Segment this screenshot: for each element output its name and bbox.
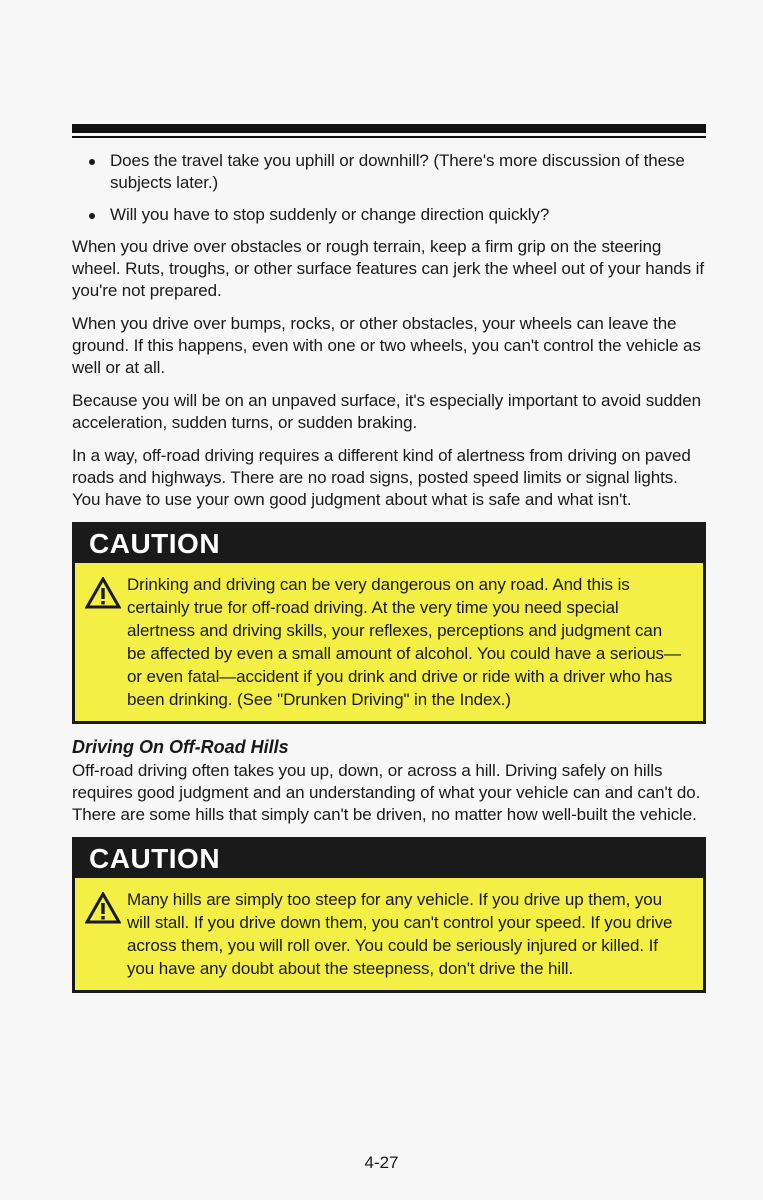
- caution-body: [75, 563, 703, 721]
- caution-text: Drinking and driving can be very dangerous on any road. And this is certainly true for off-road driving. At the very time you need special alertness and driving skills, your reflexes, perceptions and judgment can be affected by even a small amount of alcohol. You could have a serious—or even fatal—accident if you drink and drive or ride with a driver who has been drinking. (See "Drunken Driving" in the Index.): [127, 575, 681, 709]
- paragraph-firm-grip: When you drive over obstacles or rough terrain, keep a firm grip on the steering wheel. Ruts, troughs, or other surface features can jerk the wheel out of your hands if you're not prepared.: [72, 237, 704, 300]
- caution-header: [75, 525, 703, 563]
- top-rule-thin: [72, 136, 706, 138]
- bullet-icon: [89, 159, 95, 165]
- paragraph-off-road-hills: Off-road driving often takes you up, down, or across a hill. Driving safely on hills requires good judgment and an understanding of what your vehicle can and can't do. There are some hills that simply can't be driven, no matter how well-built the vehicle.: [72, 761, 701, 824]
- bullet-text: Does the travel take you uphill or downhill? (There's more discussion of these subjects later.): [110, 151, 685, 192]
- paragraph-unpaved-surface: Because you will be on an unpaved surface, it's especially important to avoid sudden acceleration, sudden turns, or sudden braking.: [72, 391, 701, 432]
- caution-title: CAUTION: [89, 528, 221, 559]
- list-item: [72, 150, 706, 194]
- bullet-list: [72, 150, 706, 226]
- page-number: 4-27: [364, 1153, 399, 1172]
- caution-text: Many hills are simply too steep for any vehicle. If you drive up them, you will stall. If you drive down them, you can't control your speed. If you drive across them, you will roll over. You could be seriously injured or killed. If you have any doubt about the steepness, don't drive the hill.: [127, 890, 673, 978]
- caution-title: CAUTION: [89, 843, 221, 874]
- paragraph-wheels-leave-ground: When you drive over bumps, rocks, or other obstacles, your wheels can leave the ground. If this happens, even with one or two wheels, you can't control the vehicle as well or at all.: [72, 314, 701, 377]
- warning-triangle-icon: [85, 577, 121, 609]
- caution-box-steep-hills: [72, 837, 706, 993]
- warning-triangle-icon: [85, 892, 121, 924]
- bullet-icon: [89, 213, 95, 219]
- paragraph-alertness: In a way, off-road driving requires a different kind of alertness from driving on paved roads and highways. There are no road signs, posted speed limits or signal lights. You have to use your own good judgment about what is safe and what isn't.: [72, 446, 691, 509]
- caution-header: [75, 840, 703, 878]
- top-rule-thick: [72, 124, 706, 133]
- page-content: [72, 150, 706, 1005]
- bullet-text: Will you have to stop suddenly or change direction quickly?: [110, 205, 550, 224]
- caution-body: [75, 878, 703, 990]
- section-heading: Driving On Off-Road Hills: [72, 737, 289, 757]
- caution-box-drinking: [72, 522, 706, 724]
- list-item: [72, 204, 706, 226]
